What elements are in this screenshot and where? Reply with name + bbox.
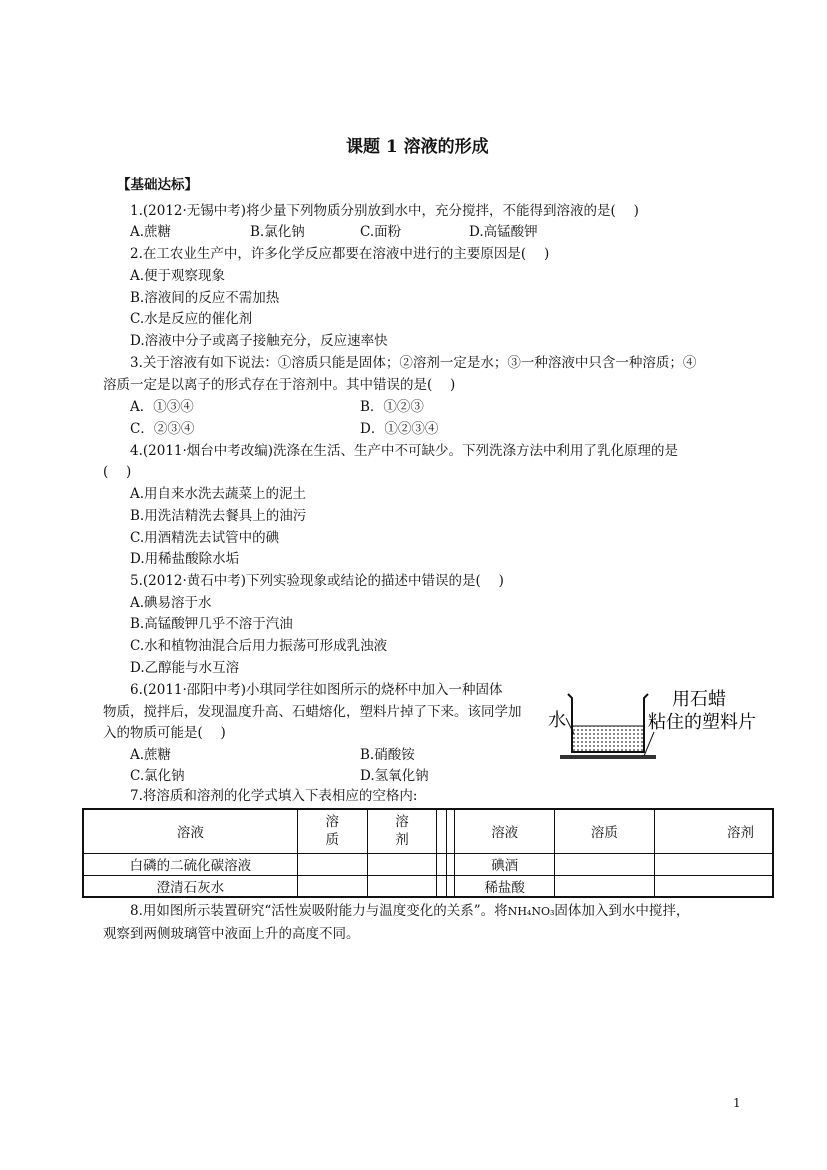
table-divider: [437, 875, 447, 897]
row1-solution-left: 白磷的二硫化碳溶液: [83, 853, 297, 875]
q4-option-c: C.用酒精洗去试管中的碘: [130, 530, 280, 546]
header-solution-right: 溶液: [455, 809, 555, 853]
q6-stem-line1: 6.(2011·邵阳中考)小琪同学往如图所示的烧杯中加入一种固体: [130, 682, 503, 698]
q6-option-a: A.蔗糖: [130, 747, 172, 763]
table-header-row: [83, 809, 773, 853]
blank-cell[interactable]: [297, 875, 367, 897]
beaker-figure: [540, 688, 790, 768]
chemical-formula: NH₄NO₃: [507, 905, 555, 918]
q6-stem-line2: 物质，搅拌后，发现温度升高、石蜡熔化，塑料片掉了下来。该同学加: [103, 704, 522, 720]
q2-option-c: C.水是反应的催化剂: [130, 311, 253, 327]
blank-cell[interactable]: [297, 853, 367, 875]
q3-option-d: D．①②③④: [360, 421, 439, 437]
blank-cell[interactable]: [555, 875, 655, 897]
page-number: 1: [733, 1096, 741, 1110]
blank-cell[interactable]: [654, 875, 773, 897]
q3-stem-line2: 溶质一定是以离子的形式存在于溶剂中。其中错误的是( ): [103, 377, 456, 393]
q8-stem-a: 8.用如图所示装置研究“活性炭吸附能力与温度变化的关系”。将: [130, 903, 508, 919]
q7-stem: 7.将溶质和溶剂的化学式填入下表相应的空格内:: [130, 788, 418, 804]
q3-stem-line1: 3.关于溶液有如下说法：①溶质只能是固体；②溶剂一定是水；③一种溶液中只含一种溶质；④: [130, 355, 697, 371]
q1-option-b: B.氯化钠: [250, 224, 305, 240]
header-solution: 溶液: [83, 809, 297, 853]
header-solute-right: 溶质: [555, 809, 655, 853]
solution-table: [82, 808, 774, 898]
table-divider: [447, 853, 455, 875]
q5-option-c: C.水和植物油混合后用力振荡可形成乳浊液: [130, 638, 388, 654]
row2-solution-right: 稀盐酸: [455, 875, 555, 897]
wax-label-line1: 用石蜡: [672, 689, 726, 710]
water-label: 水: [548, 710, 566, 731]
q4-option-b: B.用洗洁精洗去餐具上的油污: [130, 508, 307, 524]
wax-label-line2: 粘住的塑料片: [648, 712, 756, 733]
blank-cell[interactable]: [367, 853, 437, 875]
q4-option-d: D.用稀盐酸除水垢: [130, 551, 240, 567]
q4-option-a: A.用自来水洗去蔬菜上的泥土: [130, 486, 307, 502]
blank-cell[interactable]: [367, 875, 437, 897]
q1-stem: 1.(2012·无锡中考)将少量下列物质分别放到水中，充分搅拌，不能得到溶液的是( ): [130, 203, 639, 219]
q1-option-d: D.高锰酸钾: [469, 224, 538, 240]
table-divider: [437, 809, 447, 853]
beaker-liquid: [572, 726, 644, 752]
row2-solution-left: 澄清石灰水: [83, 875, 297, 897]
q2-stem: 2.在工农业生产中，许多化学反应都要在溶液中进行的主要原因是( ): [130, 246, 550, 262]
q5-stem: 5.(2012·黄石中考)下列实验现象或结论的描述中错误的是( ): [130, 573, 504, 589]
q8-stem-line1: [130, 901, 689, 922]
header-solvent-right: 溶剂: [654, 809, 773, 853]
q1-option-c: C.面粉: [360, 224, 402, 240]
table-divider: [447, 809, 455, 853]
q5-option-b: B.高锰酸钾几乎不溶于汽油: [130, 616, 293, 632]
q3-option-b: B．①②③: [360, 399, 424, 415]
table-divider: [447, 875, 455, 897]
page-title: 课题 1 溶液的形成: [346, 137, 489, 157]
q2-option-a: A.便于观察现象: [130, 268, 226, 284]
q6-option-c: C.氯化钠: [130, 768, 185, 784]
q1-option-a: A.蔗糖: [130, 224, 172, 240]
header-solvent: 溶 剂: [367, 809, 437, 853]
row1-solution-right: 碘酒: [455, 853, 555, 875]
q2-option-d: D.溶液中分子或离子接触充分，反应速率快: [130, 333, 388, 349]
blank-cell[interactable]: [555, 853, 655, 875]
q8-stem-b: 固体加入到水中搅拌，: [554, 903, 690, 919]
blank-cell[interactable]: [654, 853, 773, 875]
q5-option-d: D.乙醇能与水互溶: [130, 660, 240, 676]
header-solute: 溶 质: [297, 809, 367, 853]
q3-option-a: A．①③④: [130, 399, 194, 415]
q5-option-a: A.碘易溶于水: [130, 595, 212, 611]
q3-option-c: C．②③④: [130, 421, 195, 437]
q2-option-b: B.溶液间的反应不需加热: [130, 290, 280, 306]
table-row: [83, 853, 773, 875]
q6-option-b: B.硝酸铵: [360, 747, 415, 763]
q4-stem-line1: 4.(2011·烟台中考改编)洗涤在生活、生产中不可缺少。下列洗涤方法中利用了乳化原理的是: [130, 443, 679, 459]
table-divider: [437, 853, 447, 875]
q8-stem-line2: 观察到两侧玻璃管中液面上升的高度不同。: [103, 926, 360, 942]
table-row: [83, 875, 773, 897]
plastic-plate: [560, 755, 656, 759]
q4-stem-line2: ( ): [103, 464, 132, 480]
section-heading: 【基础达标】: [117, 177, 198, 193]
q6-stem-line3: 入的物质可能是( ): [103, 725, 226, 741]
q6-option-d: D.氢氧化钠: [360, 768, 429, 784]
